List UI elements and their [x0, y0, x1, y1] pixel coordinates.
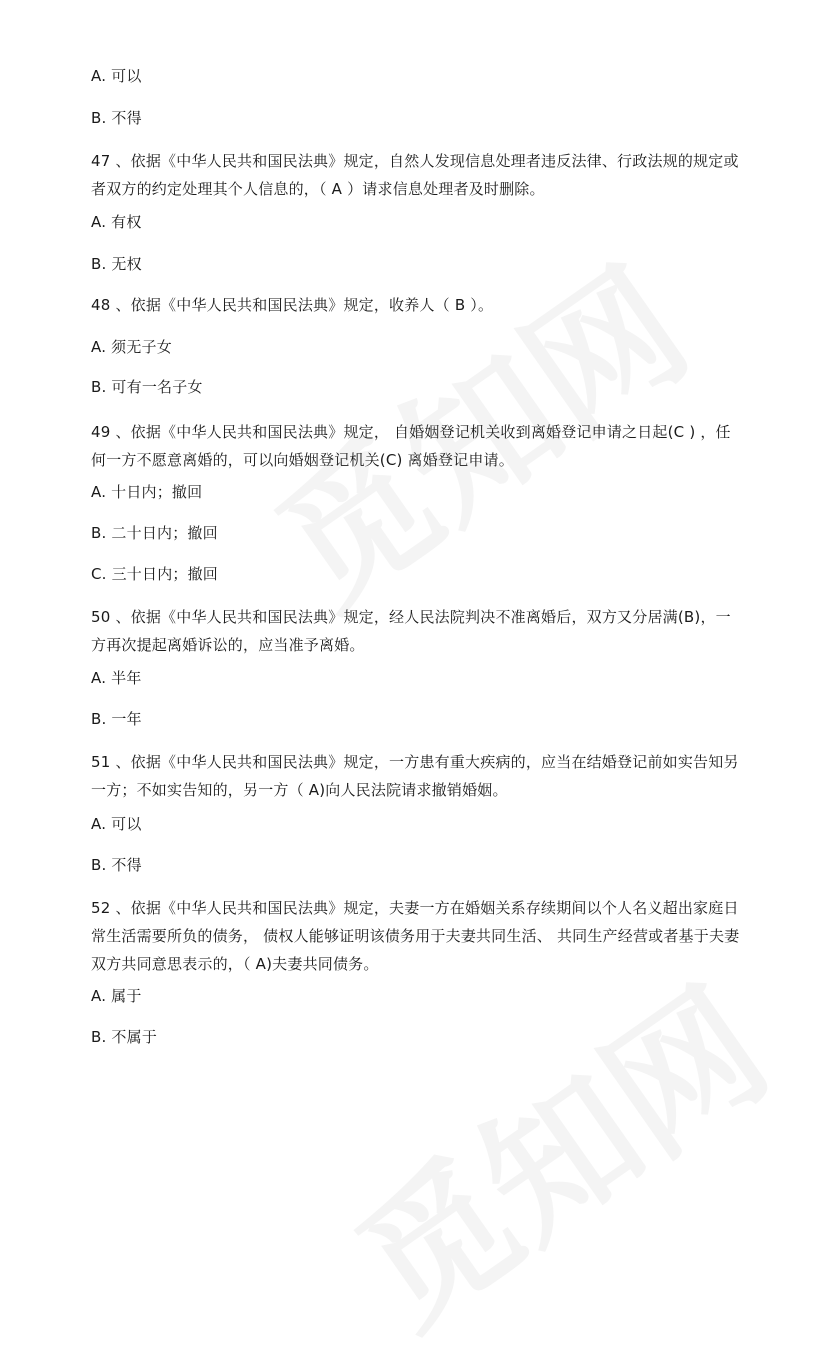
question-49: 49 、依据《中华人民共和国民法典》规定， 自婚姻登记机关收到离婚登记申请之日起(C ) ，任何一方不愿意离婚的，可以向婚姻登记机关(C) 离婚登记申请。	[91, 423, 731, 469]
option-b: B. 不得	[91, 109, 142, 127]
option-a: A. 须无子女	[91, 338, 172, 356]
option-a: A. 可以	[91, 67, 142, 85]
question-51: 51 、依据《中华人民共和国民法典》规定，一方患有重大疾病的，应当在结婚登记前如实告知另一方；不如实告知的，另一方（ A)向人民法院请求撤销婚姻。	[91, 753, 739, 799]
option-c: C. 三十日内；撤回	[91, 565, 219, 583]
option-a: A. 有权	[91, 213, 142, 231]
option-b: B. 无权	[91, 255, 142, 273]
question-48: 48 、依据《中华人民共和国民法典》规定，收养人（ B ）。	[91, 296, 494, 314]
option-a: A. 十日内；撤回	[91, 483, 203, 501]
question-52: 52 、依据《中华人民共和国民法典》规定，夫妻一方在婚姻关系存续期间以个人名义超出家庭日常生活需要所负的债务， 债权人能够证明该债务用于夫妻共同生活、 共同生产经营或者基于夫妻双方共同意思表示的，（ A)夫妻共同债务。	[91, 899, 740, 973]
question-50: 50 、依据《中华人民共和国民法典》规定，经人民法院判决不准离婚后，双方又分居满(B)，一方再次提起离婚诉讼的，应当准予离婚。	[91, 608, 731, 654]
option-b: B. 二十日内；撤回	[91, 524, 218, 542]
option-b: B. 不得	[91, 856, 142, 874]
option-b: B. 不属于	[91, 1028, 158, 1046]
option-b: B. 可有一名子女	[91, 378, 203, 396]
option-a: A. 可以	[91, 815, 142, 833]
question-47: 47 、依据《中华人民共和国民法典》规定，自然人发现信息处理者违反法律、行政法规的规定或者双方的约定处理其个人信息的，（ A ）请求信息处理者及时删除。	[91, 152, 739, 198]
option-a: A. 属于	[91, 987, 142, 1005]
option-b: B. 一年	[91, 710, 142, 728]
option-a: A. 半年	[91, 669, 142, 687]
watermark	[309, 930, 802, 1365]
